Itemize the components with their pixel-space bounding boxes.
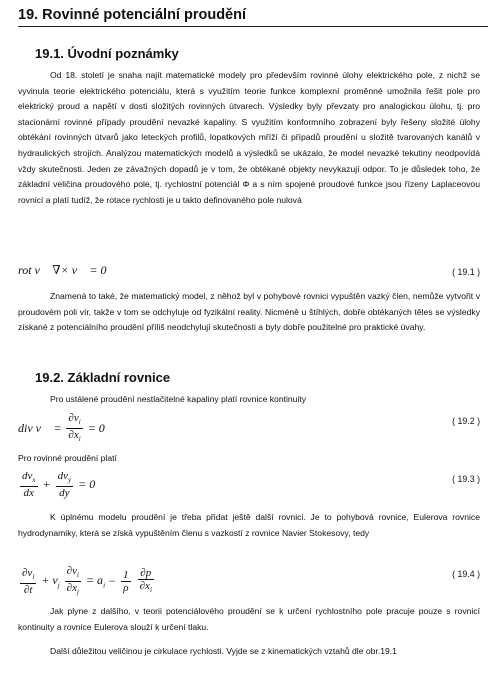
- fraction: [66, 412, 82, 445]
- subscript: i: [78, 435, 81, 444]
- minus-sign: −: [108, 574, 117, 589]
- denominator: ∂t: [23, 584, 33, 597]
- numerator: 1: [123, 569, 129, 582]
- convective-term: + v: [41, 573, 58, 588]
- paragraph-circulation: Další důležitou veličinou je cirkulace rychlosti. Vyjde se z kinematických vztahů dle obr.19.1: [50, 646, 397, 656]
- equation-number: ( 19.2 ): [452, 416, 480, 426]
- equation-19-2: [18, 412, 480, 444]
- numerator: dv: [57, 470, 68, 482]
- subscript: y: [68, 476, 72, 485]
- plus-sign: +: [42, 477, 51, 492]
- fraction: [56, 470, 74, 499]
- numerator: dv: [22, 470, 33, 482]
- paragraph-planar-flow: Pro rovinné proudění platí: [18, 453, 117, 463]
- equation-19-1: [18, 263, 480, 291]
- equation-rhs: = 0: [87, 421, 105, 436]
- equation-rhs: = 0: [78, 477, 96, 492]
- subscript: j: [57, 581, 60, 590]
- numerator: ∂v: [66, 565, 77, 577]
- section-heading-intro: 19.1. Úvodní poznámky: [35, 46, 179, 61]
- section-heading-basic-equations: 19.2. Základní rovnice: [35, 370, 171, 385]
- paragraph-intro-2: Znamená to také, že matematický model, z něhož byl v pohybové rovnici vypuštěn vazký člen, nemůže vytvořit v proudovém poli vír, takže v tom se odchyluje od fyzikální reality. Nicméně u štíhlých, dobře obtékaných těles se výsledky získané z potenciálního proudění příliš neodchylují skutečnosti a byly dobře použitelné pro praktické úvahy.: [18, 291, 480, 333]
- paragraph-potential-flow: Jak plyne z dalšího, v teorii potenciálového proudění se k určení rychlostního pole pracuje pouze s rovnicí kontinuity a rovnice Eulerova slouží k určení tlaku.: [18, 606, 480, 632]
- fraction: [20, 567, 36, 596]
- fraction: [20, 470, 38, 499]
- equation-number: ( 19.3 ): [452, 474, 480, 484]
- paragraph-intro-1: Od 18. století je snaha najít matematické modely pro především rovinné úlohy elektrického pole, z nichž se vyvinula teorie elektrického potenciálu, která s využitím teorie funkce komplexní proměnné umožnila řešit pole pro elektrický proud a napětí v dosti složitých rovinných útvarech. Výsledky byly převzaty pro analogickou úlohu, tj. pro stacionární rovinné případy proudění nevazké kapaliny. S využitím konformního zobrazení byly řešeny složité úlohy obtékání rovinných útvarů jako leteckých profilů, lopatkových mříží či případů proudění u složitě tvarovaných kanálů v hydraulických strojích. Analýzou matematických modelů a výsledků se ukázalo, že model nevazké tekutiny neodpovídá vždy skutečnosti. Jeden ze závažných dopadů je v tom, že obtékané objekty nevykazují odpor. To je důsledek toho, že základní veličina proudového pole, tj. rychlostní potenciál Φ a s ním spojené proudové funkce jsou řízeny Laplaceovou rovnicí a platí tudíž, že rotace rychlosti je u takto definovaného pole nulová: [18, 70, 480, 205]
- paragraph-continuity: Pro ustálené proudění nestlačitelné kapaliny platí rovnice kontinuity: [50, 394, 307, 404]
- numerator: ∂p: [138, 567, 154, 580]
- denominator: ∂x: [139, 580, 150, 593]
- acceleration-term: = a: [85, 573, 104, 588]
- equation-19-3: [18, 470, 480, 498]
- subscript: i: [32, 573, 35, 582]
- subscript: j: [77, 588, 79, 597]
- paragraph-euler: K úplnému modelu proudění je třeba přidat ještě další rovnici. Je to pohybová rovnice, Eulerova rovnice hydrodynamiky, která se získá vypuštěním členu s vazkostí z rovnice Navier Stokesovy, tedy: [18, 512, 480, 538]
- denominator: dx: [23, 487, 34, 500]
- numerator: ∂v: [68, 412, 79, 424]
- subscript: i: [103, 581, 106, 590]
- fraction: [121, 569, 131, 594]
- denominator: ∂x: [66, 582, 77, 595]
- subscript: x: [32, 476, 36, 485]
- fraction: [65, 565, 81, 598]
- denominator: dy: [59, 487, 70, 500]
- subscript: i: [149, 586, 152, 595]
- denominator: ρ: [123, 582, 129, 595]
- subscript: i: [77, 571, 79, 580]
- equation-lhs: div v⃗ =: [18, 421, 62, 436]
- equation-number: ( 19.4 ): [452, 569, 480, 579]
- subscript: i: [78, 418, 81, 427]
- equation-number: ( 19.1 ): [452, 267, 480, 277]
- equation-expression: rot v⃗ ∇× v⃗ = 0: [18, 263, 107, 277]
- chapter-title: 19. Rovinné potenciální proudění: [18, 7, 488, 27]
- numerator: ∂v: [22, 567, 33, 580]
- denominator: ∂x: [68, 429, 79, 442]
- fraction: [138, 567, 154, 596]
- equation-19-4: [18, 565, 480, 597]
